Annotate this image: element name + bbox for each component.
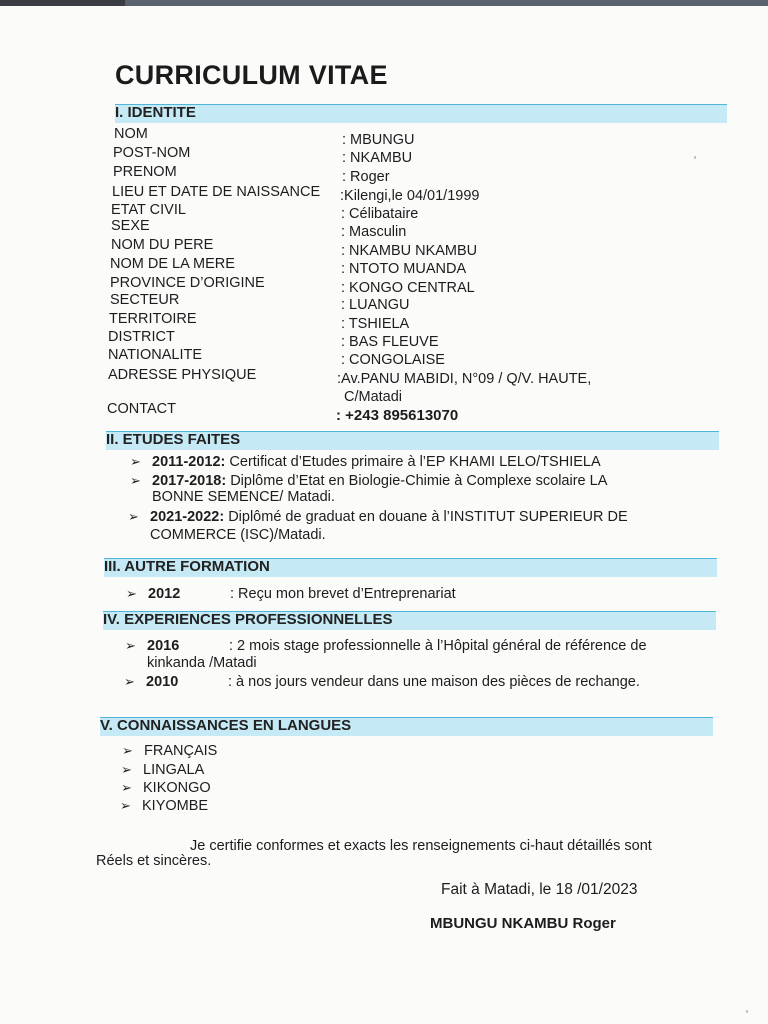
page-title: CURRICULUM VITAE [115,60,388,90]
certification-line: Je certifie conformes et exacts les renseignements ci-haut détaillés sont [190,838,652,854]
identity-value: : MBUNGU [342,132,415,148]
identity-value: : Masculin [341,224,407,240]
identity-label: TERRITOIRE [109,311,197,327]
language-name: FRANÇAIS [144,743,218,759]
language-item [122,742,217,760]
identity-label: ETAT CIVIL [111,202,186,218]
identity-value: :Kilengi,le 04/01/1999 [340,188,480,204]
arrow-bullet-icon: ➢ [128,509,139,524]
identity-label: DISTRICT [108,329,175,345]
arrow-bullet-icon: ➢ [130,454,141,469]
section-langues [100,717,713,736]
experience-text-continued: kinkanda /Matadi [147,655,257,671]
experience-item [124,673,640,691]
identity-label: NATIONALITE [108,347,202,363]
identity-value: : NKAMBU [342,150,413,166]
identity-value: : Célibataire [341,206,419,222]
section-identite-title: I. IDENTITE [115,104,196,121]
training-text: : Reçu mon brevet d’Entreprenariat [230,586,456,602]
section-etudes [106,431,719,450]
identity-label: PRENOM [113,164,177,180]
education-year: 2017-2018: [152,473,227,489]
education-text: Diplôme d’Etat en Biologie-Chimie à Complexe scolaire LA [226,473,608,489]
arrow-bullet-icon: ➢ [126,586,137,601]
identity-value: : NKAMBU NKAMBU [341,243,478,259]
identity-label: ADRESSE PHYSIQUE [108,367,257,383]
identity-value: : TSHIELA [341,316,410,332]
signatory-name: MBUNGU NKAMBU Roger [430,915,616,932]
arrow-bullet-icon: ➢ [125,638,136,653]
language-name: KIYOMBE [142,798,209,814]
identity-value: : LUANGU [341,297,410,313]
identity-value: :Av.PANU MABIDI, N°09 / Q/V. HAUTE, [337,371,592,387]
experience-text: : 2 mois stage professionnelle à l’Hôpital général de référence de [229,638,647,654]
section-experiences-title: IV. EXPERIENCES PROFESSIONNELLES [103,611,393,628]
scan-speck [694,156,696,159]
identity-label: PROVINCE D’ORIGINE [110,275,265,291]
place-and-date: Fait à Matadi, le 18 /01/2023 [441,881,638,898]
identity-value-continued: C/Matadi [344,389,403,405]
language-item [121,779,211,797]
section-identite [115,104,727,123]
identity-value: : CONGOLAISE [341,352,445,368]
training-item [126,585,456,603]
identity-label: LIEU ET DATE DE NAISSANCE [112,184,321,200]
education-text-continued: BONNE SEMENCE/ Matadi. [152,489,335,505]
education-text: Certificat d’Etudes primaire à l’EP KHAMI LELO/TSHIELA [225,454,601,470]
identity-value: : Roger [342,169,390,185]
experience-item [125,637,647,655]
section-autre [104,558,717,577]
experience-text: : à nos jours vendeur dans une maison des pièces de rechange. [228,674,640,690]
scan-top-edge [0,0,768,6]
education-text: Diplômé de graduat en douane à l’INSTITUT SUPERIEUR DE [224,509,628,525]
section-etudes-title: II. ETUDES FAITES [106,431,241,448]
section-experiences [103,611,716,630]
experience-year: 2010 [146,674,179,690]
identity-value: : KONGO CENTRAL [341,280,475,296]
language-name: LINGALA [143,762,205,778]
language-name: KIKONGO [143,780,211,796]
section-autre-title: III. AUTRE FORMATION [104,558,270,575]
language-item [120,797,208,815]
education-item [128,508,628,526]
arrow-bullet-icon: ➢ [124,674,135,689]
language-item [121,761,204,779]
education-year: 2011-2012: [152,454,226,470]
training-year: 2012 [148,586,181,602]
education-text-continued: COMMERCE (ISC)/Matadi. [150,527,326,543]
education-item [130,472,607,490]
education-year: 2021-2022: [150,509,225,525]
identity-label: POST-NOM [113,145,191,161]
arrow-bullet-icon: ➢ [121,762,132,777]
contact-phone: : +243 895613070 [336,407,459,424]
experience-year: 2016 [147,638,180,654]
identity-label: NOM DE LA MERE [110,256,235,272]
identity-label: SECTEUR [110,292,180,308]
education-item [130,453,601,471]
identity-label: NOM [114,126,148,142]
arrow-bullet-icon: ➢ [130,473,141,488]
arrow-bullet-icon: ➢ [121,780,132,795]
identity-value: : NTOTO MUANDA [341,261,467,277]
section-langues-title: V. CONNAISSANCES EN LANGUES [100,717,352,734]
scan-speck [746,1010,748,1013]
identity-label: NOM DU PERE [111,237,214,253]
identity-label: SEXE [111,218,150,234]
arrow-bullet-icon: ➢ [122,743,133,758]
identity-label: CONTACT [107,401,177,417]
arrow-bullet-icon: ➢ [120,798,131,813]
identity-value: : BAS FLEUVE [341,334,439,350]
certification-line: Réels et sincères. [96,853,212,869]
